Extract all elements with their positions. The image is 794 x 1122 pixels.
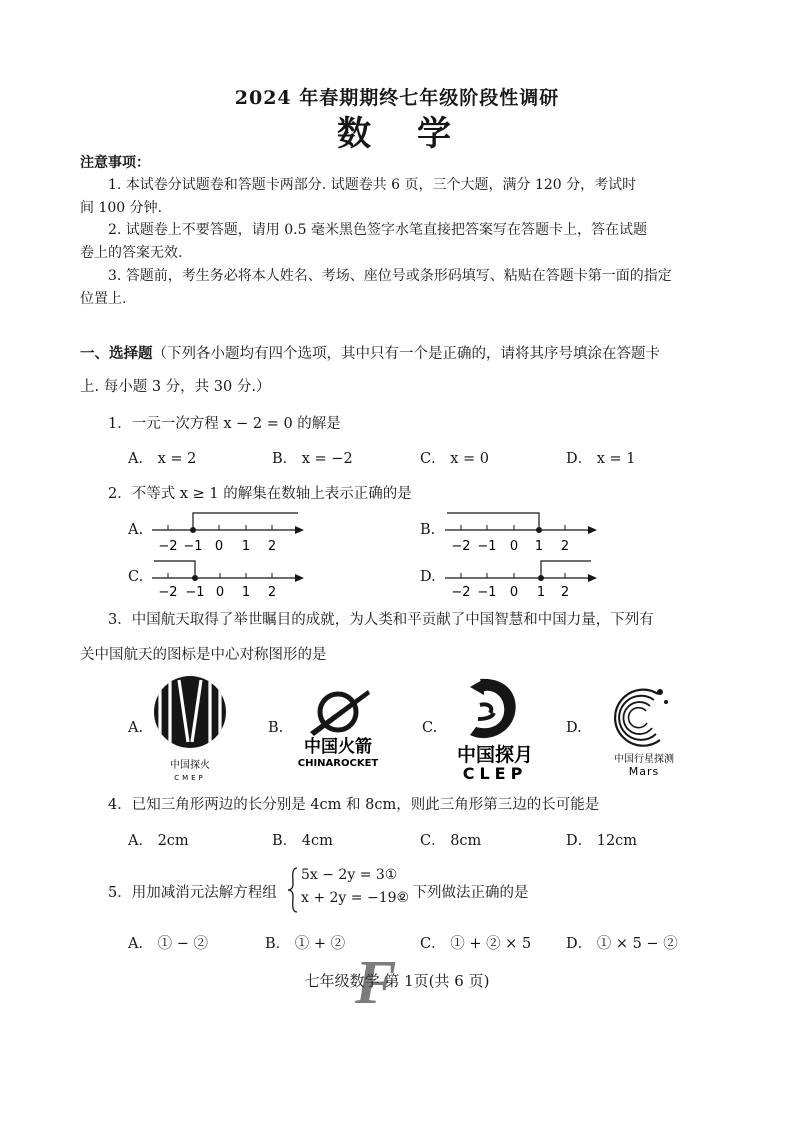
q5-option-a: A． ① − ② (128, 936, 208, 952)
q4-option-d: D． 12cm (566, 833, 638, 849)
q2a-tick-neg2: −2 (158, 539, 178, 554)
note-line-3: 2. 试题卷上不要答题，请用 0.5 毫米黑色签字水笔直接把答案写在答题卡上，答在试题 (108, 222, 647, 238)
logo-d-name: 中国行星探测 (614, 754, 674, 765)
q2-label-d: D. (420, 569, 436, 585)
q4-option-c: C． 8cm (420, 833, 482, 849)
q2-label-b: B. (420, 522, 436, 538)
note-line-6: 位置上. (80, 291, 127, 307)
q5-stem: 5．用加减消元法解方程组 (108, 885, 277, 901)
q1-stem: 1．一元一次方程 x − 2 = 0 的解是 (108, 416, 341, 432)
q2a-tick-1: 1 (241, 539, 251, 554)
q2c-tick-2: 2 (267, 585, 277, 600)
note-line-5: 3. 答题前，考生务必将本人姓名、考场、座位号或条形码填写、粘贴在答题卡第一面的指定 (108, 268, 672, 284)
q5-option-c: C． ① + ② × 5 (420, 936, 532, 952)
q2-label-a: A. (128, 522, 144, 538)
subject-title: 数学 (337, 114, 497, 154)
q5-stem-tail: ，下列做法正确的是 (398, 885, 529, 901)
q2-number-line-a (150, 508, 310, 558)
q2a-tick-neg1: −1 (183, 539, 203, 554)
q2-number-line-d (443, 556, 603, 602)
q1-option-b: B． x = −2 (272, 451, 353, 467)
q2-number-line-c (150, 556, 310, 602)
logo-a-name: 中国探火 (170, 760, 210, 771)
q2b-tick-1: 1 (534, 539, 544, 554)
q2c-tick-1: 1 (241, 585, 251, 600)
q3-label-c: C. (422, 720, 438, 736)
q2c-tick-neg1: −1 (185, 585, 205, 600)
q5-option-b: B． ① + ② (265, 936, 346, 952)
q2d-tick-neg1: −1 (477, 585, 497, 600)
logo-mars-icon (600, 680, 690, 780)
q1-option-d: D． x = 1 (566, 451, 636, 467)
notes-heading: 注意事项： (80, 155, 150, 171)
q2d-tick-neg2: −2 (451, 585, 471, 600)
logo-chinarocket-icon (288, 682, 388, 772)
section-1-instruction-2: 上. 每小题 3 分，共 30 分.） (80, 379, 271, 395)
note-line-1: 1. 本试卷分试题卷和答题卡两部分. 试题卷共 6 页，三个大题，满分 120 分，考试时 (108, 177, 637, 193)
q2-label-c: C. (128, 569, 144, 585)
q3-label-d: D. (566, 720, 582, 736)
logo-d-sub: Mars (628, 765, 660, 778)
note-line-4: 卷上的答案无效. (80, 245, 183, 261)
section-1-header (80, 342, 660, 363)
q2b-tick-neg2: −2 (451, 539, 471, 554)
q2c-tick-0: 0 (215, 585, 225, 600)
q2c-tick-neg2: −2 (158, 585, 178, 600)
q5-equation-2: x + 2y = −19② (301, 890, 410, 906)
q2d-tick-0: 0 (509, 585, 519, 600)
q2a-tick-2: 2 (267, 539, 277, 554)
q2b-tick-0: 0 (509, 539, 519, 554)
q2b-tick-neg1: −1 (477, 539, 497, 554)
exam-title: 2024 年春期期终七年级阶段性调研 (234, 87, 560, 109)
q5-brace (287, 866, 299, 914)
q5-equation-1: 5x − 2y = 3① (301, 867, 398, 883)
q2-number-line-b (443, 508, 603, 558)
logo-b-name: 中国火箭 (304, 737, 372, 757)
section-1-title: 一、选择题 (80, 345, 153, 362)
q5-option-d: D． ① × 5 − ② (566, 936, 678, 952)
q2d-tick-2: 2 (560, 585, 570, 600)
logo-b-sub: CHINAROCKET (297, 758, 379, 769)
q4-stem: 4．已知三角形两边的长分别是 4cm 和 8cm，则此三角形第三边的长可能是 (108, 797, 600, 813)
q4-option-a: A． 2cm (128, 833, 189, 849)
q3-stem-2: 关中国航天的图标是中心对称图形的是 (80, 647, 327, 663)
q1-option-a: A． x = 2 (128, 451, 197, 467)
q1-option-c: C． x = 0 (420, 451, 489, 467)
note-line-2: 间 100 分钟. (80, 200, 163, 216)
q3-label-a: A. (128, 720, 144, 736)
q3-label-b: B. (268, 720, 284, 736)
logo-c-sub: CLEP (462, 764, 528, 783)
page-watermark-letter: F (355, 949, 397, 1017)
logo-cmep-icon (150, 672, 230, 784)
page-footer: 七年级数学 第 1页(共 6 页) (304, 972, 490, 990)
q2a-tick-0: 0 (214, 539, 224, 554)
q2-stem: 2．不等式 x ≥ 1 的解集在数轴上表示正确的是 (108, 486, 412, 502)
section-1-instruction: （下列各小题均有四个选项，其中只有一个是正确的，请将其序号填涂在答题卡 (152, 346, 660, 362)
logo-c-name: 中国探月 (456, 744, 534, 766)
logo-a-sub: CMEP (174, 774, 206, 782)
q4-option-b: B． 4cm (272, 833, 333, 849)
logo-clep-icon (440, 673, 550, 783)
q3-stem: 3．中国航天取得了举世瞩目的成就，为人类和平贡献了中国智慧和中国力量，下列有 (108, 612, 654, 628)
q2b-tick-2: 2 (560, 539, 570, 554)
q2d-tick-1: 1 (536, 585, 546, 600)
